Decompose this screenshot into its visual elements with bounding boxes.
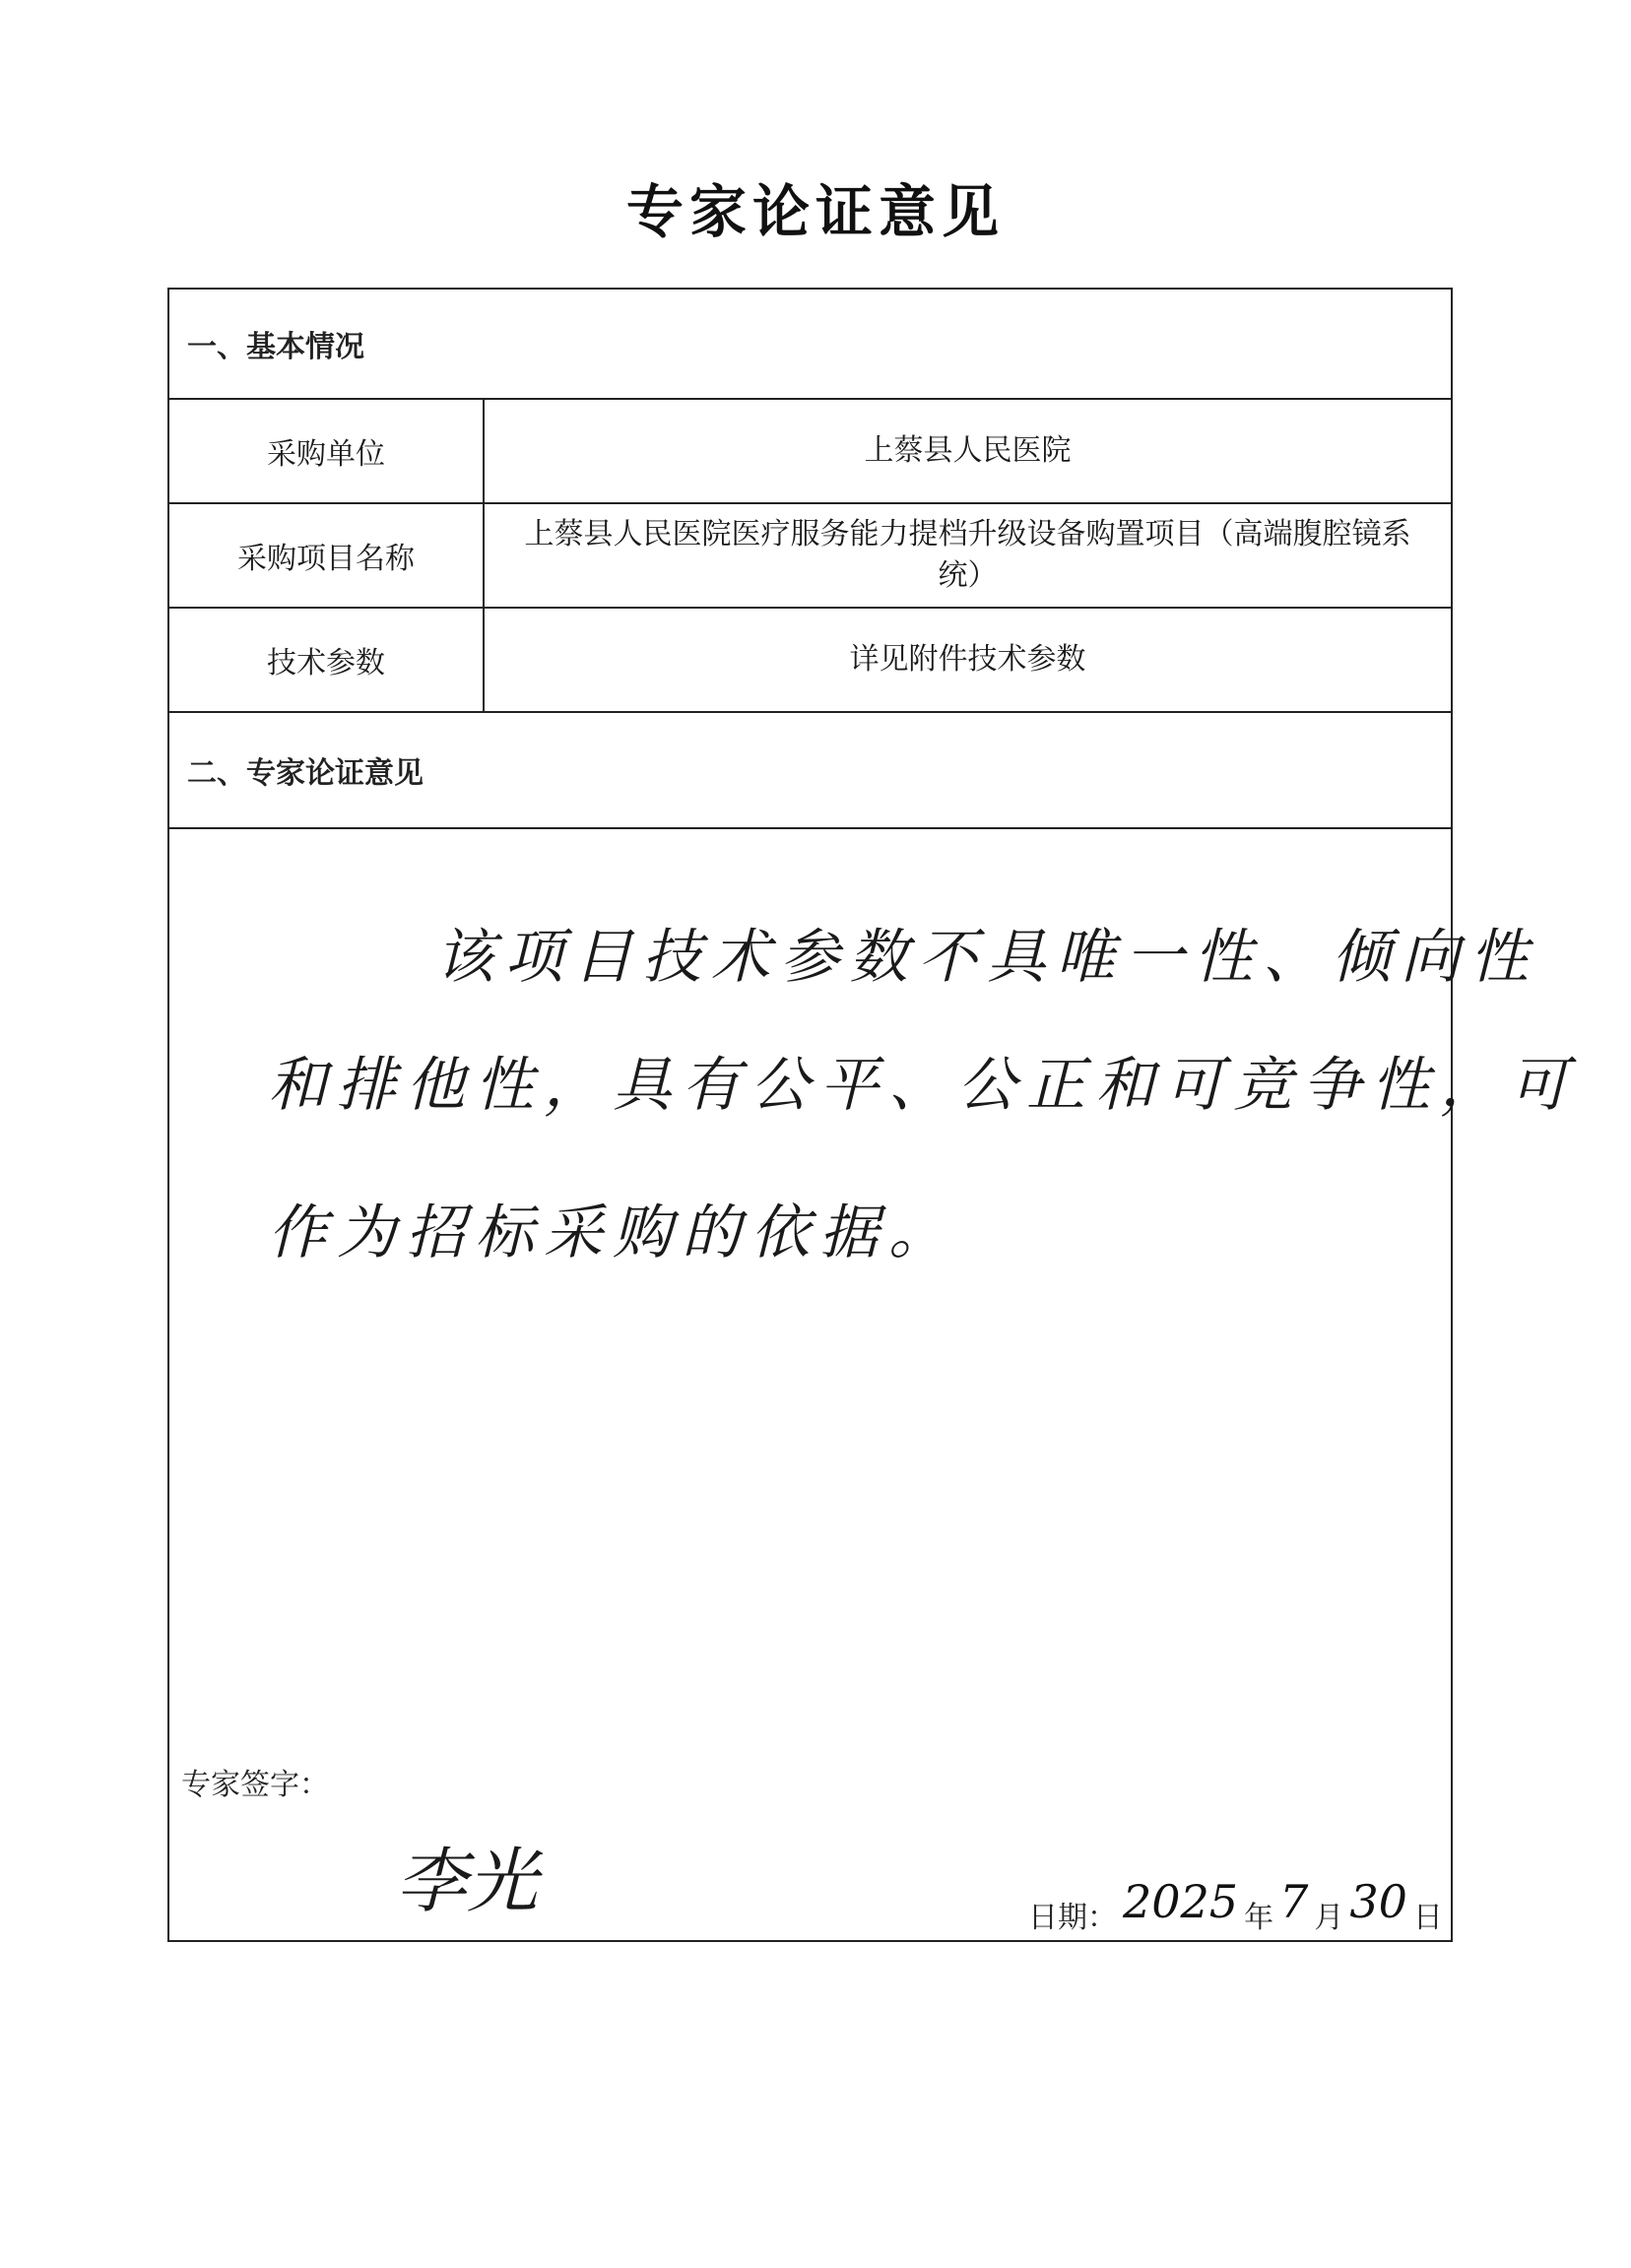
section2-header: 二、专家论证意见 xyxy=(169,713,1451,829)
signature-label: 专家签字： xyxy=(181,1768,329,1802)
page-title: 专家论证意见 xyxy=(625,178,1005,245)
date-year-unit: 年 xyxy=(1244,1901,1274,1935)
opinion-line-2: 和排他性，具有公平、公正和可竞争性，可 xyxy=(268,1051,1578,1120)
tech-params-value: 详见附件技术参数 xyxy=(849,642,1086,677)
project-name-label: 采购项目名称 xyxy=(169,504,485,607)
date-year: 2025 xyxy=(1123,1875,1239,1928)
table-row xyxy=(169,400,1451,504)
opinion-area xyxy=(169,829,1578,1940)
table-row xyxy=(169,609,1451,713)
section1-header: 一、基本情况 xyxy=(169,290,1451,400)
purchaser-label: 采购单位 xyxy=(169,400,485,502)
date-month: 7 xyxy=(1279,1875,1309,1928)
project-name-value: 上蔡县人民医院医疗服务能力提档升级设备购置项目（高端腹腔镜系统） xyxy=(524,517,1411,593)
form-table xyxy=(167,288,1578,1942)
date-day: 30 xyxy=(1349,1875,1407,1928)
purchaser-value: 上蔡县人民医院 xyxy=(864,433,1072,468)
expert-signature: 李光 xyxy=(396,1840,539,1922)
opinion-line-3: 作为招标采购的依据。 xyxy=(268,1199,957,1267)
date-label: 日期： xyxy=(1028,1901,1117,1935)
date-day-unit: 日 xyxy=(1412,1901,1443,1935)
date-month-unit: 月 xyxy=(1314,1901,1344,1935)
date-line xyxy=(1028,1875,1443,1938)
opinion-line-1: 该项目技术参数不具唯一性、倾向性 xyxy=(435,923,1538,992)
tech-params-label: 技术参数 xyxy=(169,609,485,711)
table-row xyxy=(169,504,1451,609)
